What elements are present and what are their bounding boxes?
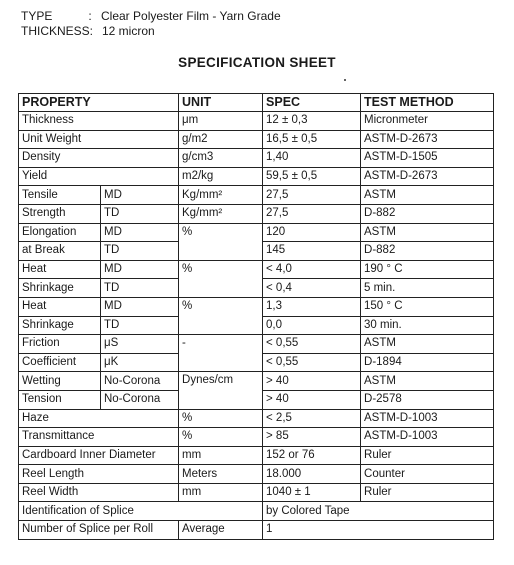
spec-cell: 152 or 76 [263, 446, 361, 465]
method-cell: ASTM-D-1505 [361, 149, 494, 168]
method-cell: ASTM [361, 372, 494, 391]
table-header-row [19, 94, 494, 112]
property-cell: Reel Length [19, 465, 179, 484]
unit-cell: % [179, 428, 263, 447]
property-cell: Thickness [19, 112, 179, 131]
table-row [19, 521, 494, 540]
spec-cell: > 40 [263, 372, 361, 391]
spec-cell: 18.000 [263, 465, 361, 484]
thickness-label: THICKNESS: [21, 24, 94, 38]
speck-mark [344, 79, 346, 81]
property-cell: Tensile [19, 186, 101, 205]
property-cell: Cardboard Inner Diameter [19, 446, 179, 465]
spec-cell: 120 [263, 223, 361, 242]
spec-cell: 0,0 [263, 316, 361, 335]
table-row [19, 223, 494, 242]
unit-cell: - [179, 335, 263, 372]
unit-cell: Meters [179, 465, 263, 484]
direction-cell: TD [101, 316, 179, 335]
unit-cell: % [179, 260, 263, 297]
direction-cell: TD [101, 204, 179, 223]
table-row [19, 428, 494, 447]
property-cell: Unit Weight [19, 130, 179, 149]
method-cell: ASTM-D-2673 [361, 130, 494, 149]
direction-cell: μS [101, 335, 179, 354]
direction-cell: MD [101, 260, 179, 279]
type-label: TYPE [21, 9, 53, 23]
method-cell: Counter [361, 465, 494, 484]
table-row [19, 167, 494, 186]
direction-cell: TD [101, 242, 179, 261]
method-cell: 5 min. [361, 279, 494, 298]
unit-cell: Kg/mm² [179, 204, 263, 223]
method-cell: 30 min. [361, 316, 494, 335]
header-test-method: TEST METHOD [361, 94, 494, 112]
spec-cell: > 85 [263, 428, 361, 447]
spec-cell: < 2,5 [263, 409, 361, 428]
table-row [19, 409, 494, 428]
spec-cell: 1,40 [263, 149, 361, 168]
property-cell: Haze [19, 409, 179, 428]
type-colon: : [88, 9, 92, 23]
thickness-value: 12 micron [102, 24, 155, 38]
table-row [19, 260, 494, 279]
property-cell: Coefficient [19, 353, 101, 372]
direction-cell: TD [101, 279, 179, 298]
unit-cell: m2/kg [179, 167, 263, 186]
method-cell: 150 ° C [361, 297, 494, 316]
unit-cell: Dynes/cm [179, 372, 263, 409]
method-cell: D-2578 [361, 390, 494, 409]
direction-cell: No-Corona [101, 390, 179, 409]
property-cell: Density [19, 149, 179, 168]
spec-cell: < 4,0 [263, 260, 361, 279]
unit-cell: Kg/mm² [179, 186, 263, 205]
property-cell: Reel Width [19, 483, 179, 502]
unit-cell: g/cm3 [179, 149, 263, 168]
table-row [19, 297, 494, 316]
table-row [19, 112, 494, 131]
spec-cell: 1 [263, 521, 494, 540]
table-row [19, 130, 494, 149]
property-cell: Heat [19, 260, 101, 279]
method-cell: 190 ° C [361, 260, 494, 279]
method-cell: Micronmeter [361, 112, 494, 131]
unit-cell: mm [179, 446, 263, 465]
header-spec: SPEC [263, 94, 361, 112]
unit-cell: g/m2 [179, 130, 263, 149]
unit-cell: mm [179, 483, 263, 502]
spec-cell: 145 [263, 242, 361, 261]
thickness-line [21, 24, 155, 38]
spec-cell: > 40 [263, 390, 361, 409]
unit-cell: % [179, 297, 263, 334]
method-cell: ASTM-D-1003 [361, 409, 494, 428]
table-row [19, 204, 494, 223]
property-cell: Elongation [19, 223, 101, 242]
spec-cell: 27,5 [263, 204, 361, 223]
direction-cell: MD [101, 186, 179, 205]
method-cell: ASTM [361, 186, 494, 205]
spec-cell: 27,5 [263, 186, 361, 205]
property-cell: Identification of Splice [19, 502, 263, 521]
spec-cell: < 0,55 [263, 335, 361, 354]
method-cell: ASTM-D-1003 [361, 428, 494, 447]
direction-cell: μK [101, 353, 179, 372]
property-cell: Heat [19, 297, 101, 316]
spec-cell: < 0,55 [263, 353, 361, 372]
table-row [19, 372, 494, 391]
property-cell: Shrinkage [19, 279, 101, 298]
property-cell: at Break [19, 242, 101, 261]
page-title: SPECIFICATION SHEET [178, 55, 336, 70]
unit-cell: μm [179, 112, 263, 131]
unit-cell: % [179, 223, 263, 260]
method-cell: D-882 [361, 242, 494, 261]
table-row [19, 186, 494, 205]
unit-cell: % [179, 409, 263, 428]
property-cell: Yield [19, 167, 179, 186]
spec-cell: 59,5 ± 0,5 [263, 167, 361, 186]
property-cell: Tension [19, 390, 101, 409]
type-value: Clear Polyester Film - Yarn Grade [101, 9, 281, 23]
table-row [19, 149, 494, 168]
direction-cell: MD [101, 297, 179, 316]
property-cell: Wetting [19, 372, 101, 391]
header-property: PROPERTY [19, 94, 179, 112]
table-row [19, 335, 494, 354]
table-row [19, 502, 494, 521]
spec-cell: 16,5 ± 0,5 [263, 130, 361, 149]
method-cell: Ruler [361, 483, 494, 502]
property-cell: Shrinkage [19, 316, 101, 335]
spec-cell: 1,3 [263, 297, 361, 316]
method-cell: D-882 [361, 204, 494, 223]
method-cell: ASTM [361, 223, 494, 242]
spec-table [18, 93, 494, 540]
unit-cell: Average [179, 521, 263, 540]
type-line [21, 9, 281, 23]
header-unit: UNIT [179, 94, 263, 112]
spec-cell: by Colored Tape [263, 502, 494, 521]
table-row [19, 446, 494, 465]
spec-cell: 12 ± 0,3 [263, 112, 361, 131]
method-cell: ASTM-D-2673 [361, 167, 494, 186]
property-cell: Strength [19, 204, 101, 223]
spec-cell: < 0,4 [263, 279, 361, 298]
property-cell: Number of Splice per Roll [19, 521, 179, 540]
direction-cell: MD [101, 223, 179, 242]
method-cell: D-1894 [361, 353, 494, 372]
spec-cell: 1040 ± 1 [263, 483, 361, 502]
table-row [19, 465, 494, 484]
method-cell: Ruler [361, 446, 494, 465]
table-row [19, 483, 494, 502]
property-cell: Friction [19, 335, 101, 354]
method-cell: ASTM [361, 335, 494, 354]
property-cell: Transmittance [19, 428, 179, 447]
direction-cell: No-Corona [101, 372, 179, 391]
